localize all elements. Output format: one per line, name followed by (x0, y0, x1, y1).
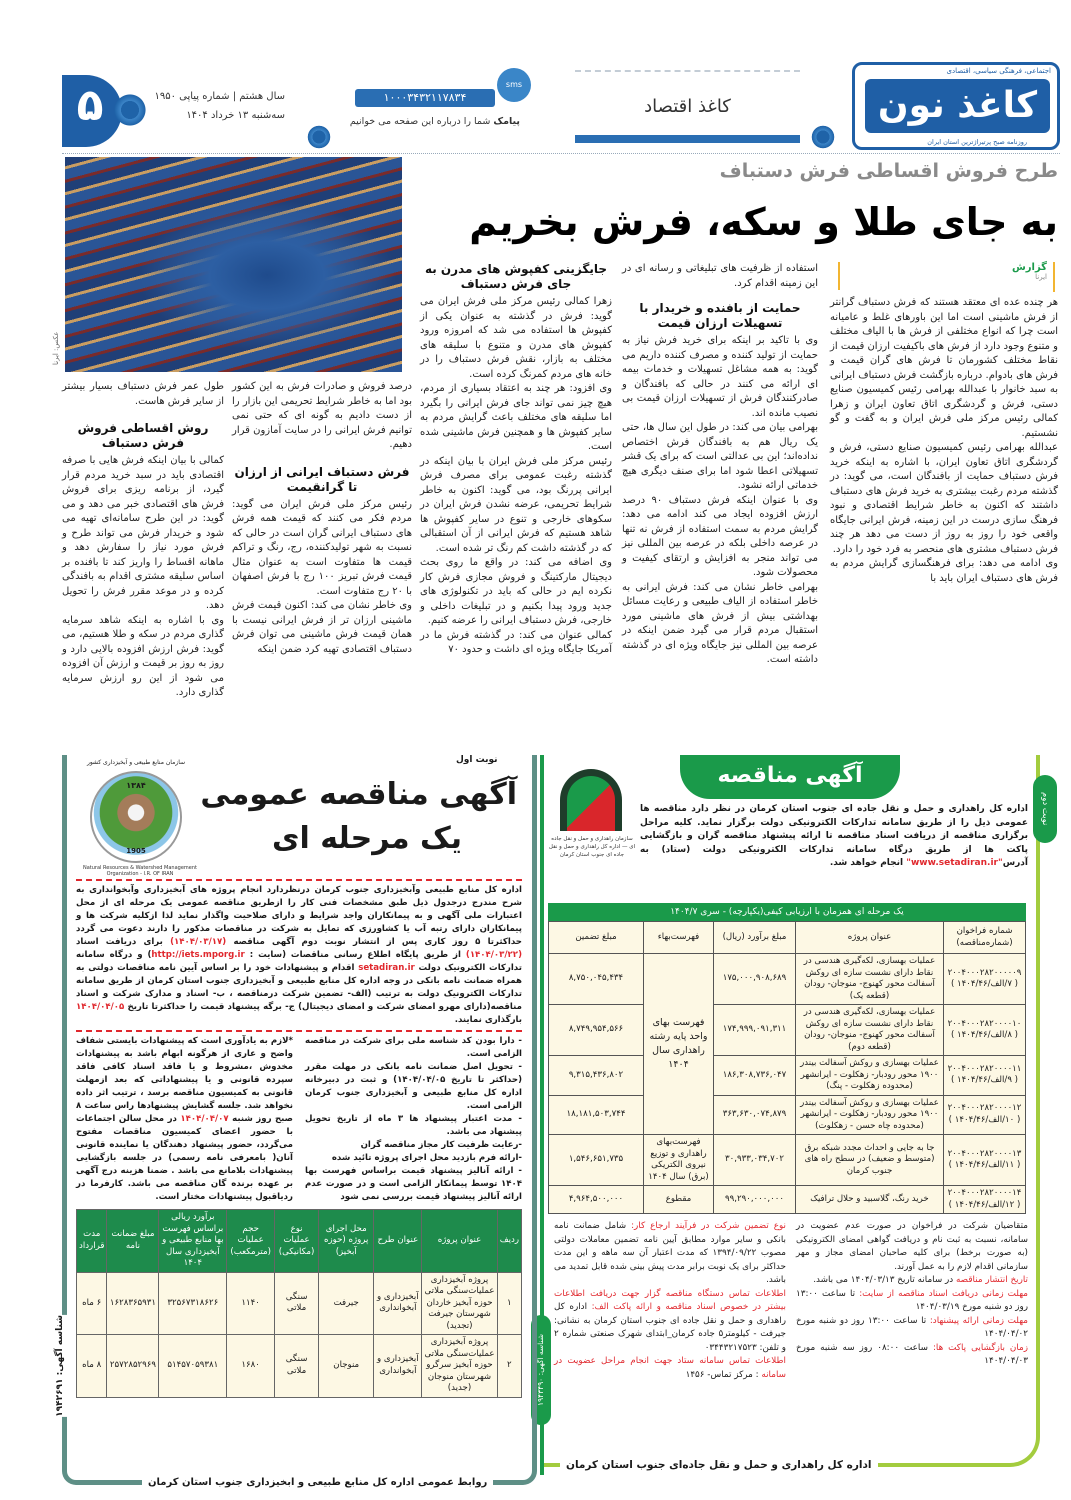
table-cell: جیرفت (319, 1272, 374, 1335)
page-number: ۵ (76, 80, 104, 131)
estimate: ۱۸۶,۳۰۸,۷۳۶,۰۴۷ (714, 1056, 796, 1096)
guarantee: ۴,۹۶۴,۵۰۰,۰۰۰ (549, 1186, 644, 1214)
table-cell: منوجان (319, 1335, 374, 1398)
tender-number: ۲۰۰۴۰۰۰۲۸۲۰۰۰۰۰۹ ( ۷/الف/۱۴۰۴/۴۶ ) (944, 954, 1026, 1005)
note: متقاضیان شرکت در فراخوان در صورت عدم عضویت در سامانه، نسبت به ثبت نام و دریافت گواهی امضای الکترونیکی (به صورت برخط) برای کلیه صاحبان امضای مجاز و مهر سازمانی اقدام لازم را به عمل آورند. (796, 1221, 1028, 1272)
road-org-logo (560, 769, 622, 831)
iets-link[interactable]: http://iets.mporg.ir (151, 950, 245, 960)
carpet-photo (65, 157, 402, 372)
tender-number: ۲۰۰۴۰۰۰۲۸۲۰۰۰۰۱۰ ( ۸/الف/۱۴۰۴/۴۶ ) (944, 1005, 1026, 1056)
remark: *لازم به یادآوری است که پیشنهادات بایستی شفاف واضح و عاری از هرگونه ابهام باشد به پیشنهادات مخدوش ،مشروط و یا فاقد اسناد کافی فاقد سپرده قانونی و یا پیشنهاداتی که بعد ازمهلت قانونی به کمیسیون مناقصه برسد ، ترتیب اثر داده نخواهد شد. جلسه گشایش پیشنهادها راس ساعت ۸ صبح روز شنبه ۱۴۰۴/۰۴/۰۷ در محل سالن اجتماعات با حضور اعضای کمیسیون مناقصات مفتوح می‌گردد، حضور پیشنهاد دهندگان یا نماینده قانونی آنان( بامعرفی نامه رسمی) در جلسه بازگشایی پیشنهادات بلامانع می باشد . ضمنا هزینه درج آگهی بر عهده برنده گان مناقصه می باشد. کارفرما در ردیاقبول پیشنهادات مختار است. (76, 1036, 293, 1202)
note: نوع تضمین شرکت در فرآیند ارجاع کار: شامل ضمانت نامه بانکی و سایر موارد مطابق آیین نامه تضمین معاملات دولتی مصوب ۱۳۹۴/۰۹/۲۲ که مدت اعتبار آن سه ماهه و این مدت حداکثر برای یک نوبت برابر مدت پیش بینی شده قابل تمدید می باشد. (554, 1221, 786, 1285)
news-source: ایرنا (1035, 273, 1047, 281)
header-cell: حجم عملیات (مترمکعب) (227, 1210, 275, 1273)
tender-number: ۲۰۰۴۰۰۰۲۸۲۰۰۰۰۱۱ ( ۹/الف/۱۴۰۴/۴۶ ) (944, 1056, 1026, 1096)
ad-intro: اداره کل منابع طبیعی وآبخیزداری جنوب کرمان درنظردارد انجام پروژه های آبخیزداری وآبخوانداری به شرح مندرج درجدول ذیل طبق مشخصات فنی کار را ازطریق مناقصه عمومی یک مرحله ای از محل اعتبارات ملی آگهی و به پیمانکاران واجد شرایط و دارای صلاحیت واگذار نماید لذا ازکلیه شرکت ها و پیمانکاران دارای رتبه آب یا کشاورزی که تمایل به شرکت در مناقصات مذکور را دارند دعوت می گردد حداکثرتا ۵ روز کاری پس از انتشار نوبت دوم آگهی مناقصه (۱۴۰۴/۰۳/۱۷) برای دریافت اسناد (۱۴۰۴/۰۳/۲۲) از طریق پایگاه اطلاع رسانی مناقصات (سایت : http://iets.mporg.ir) و درگاه سامانه تدارکات الکترونیک دولت setadiran.ir اقدام و پیشنهادات خود را بر اساس آیین نامه مناقصات دولتی به همراه ضمانت نامه بانکی در وجه اداره کل منابع طبیعی و آبخیزداری جنوب استان کرمان از طریق سامانه تدارکات الکترونیک دولت به ترتیب (الف- تضمین شرکت درمناقصه ، ب- اسناد و مدارک شرکت و اسناد مناقصه(دارای مهرو امضای شرکت و امضای دیجیتال) ج- برگه پیشنهاد قیمت را حداکثرتا تاریخ ۱۴۰۴/۰۴/۰۵ بارگذاری نمایند. (76, 885, 523, 1025)
logo-wordmark: کاغذ نون (865, 79, 1050, 133)
header-cell: عنوان پروژه (422, 1210, 497, 1273)
road-org-caption: سازمان راهداری و حمل و نقل جاده ای — اداره کل راهداری و حمل و نقل جاده ای جنوب استان کرمان (548, 836, 636, 858)
subheading: حمایت از بافنده و خریدار با تسهیلات ارزان قیمت (639, 301, 801, 330)
logo-year-en: 1905 (126, 847, 146, 855)
nrwmo-logo (90, 771, 182, 863)
table-cell: ۱۶۲۸۳۶۵۹۳۱ (107, 1272, 159, 1335)
header-divider (62, 153, 1060, 154)
logo-tagline-bottom: روزنامه صبح پرتیراژترین استان ایران (927, 138, 1027, 146)
table-cell: سنگی ملاتی (275, 1272, 319, 1335)
note: مهلت زمانی ارائه پیشنهاد: تا ساعت ۱۳:۰۰ روز دو شنبه مورخ ۱۴۰۴/۰۴/۰۲ (796, 1315, 1028, 1339)
header-cell: محل اجرای پروژه (حوزه آبخیز) (319, 1210, 374, 1273)
project-title: عملیات بهسازی و روکش آسفالت بیندر ۱۹۰۰ محور رودبار- زهکلوت - ایرانشهر (محدوده زهکلوت - پنگ) (796, 1056, 944, 1096)
intro-text: اداره کل راهداری و حمل و نقل جاده ای جنوب استان کرمان در نظر دارد مناقصه ها عمومی ذیل را از طریق سامانه تدارکات الکترونیکی دولت برگزار نماید. کلیه مراحل برگزاری مناقصه از دریافت اسناد مناقصه تا ارائه پیشنهاد مناقصه گران و بازگشایی پاکت ها از طریق درگاه سامانه تدارکات الکترونیکی دولت (ستاد) به آدرس (640, 804, 1028, 868)
photo-credit: عکس: ایرنا (52, 331, 60, 365)
paragraph: وی با عنوان اینکه فرش دستباف ۹۰ درصد ارزش افزوده ایجاد می کند ادامه می دهد: گرایش مردم به سمت استفاده از فرش نه تنها در عرصه داخلی بلکه در عرصه بین المللی نیز می تواند منجر به افزایش و ارتقای کیفیت و محصولات شود. (622, 494, 818, 578)
table-cell: ۵۱۴۵۷۰۵۹۳۸۱ (159, 1335, 227, 1398)
estimate: ۱۷۴,۹۹۹,۰۹۱,۳۱۱ (714, 1005, 796, 1056)
table-row (549, 1135, 1026, 1186)
note: اطلاعات تماس دستگاه مناقصه گزار جهت دریافت اطلاعات بیشتر در خصوص اسناد مناقصه و ارائه پاکت الف: اداره کل راهداری و حمل و نقل جاده ای جنوب استان کرمان به نشانی: جیرفت - کیلومتر۵ جاده کرمان_ابتدای شهرک صنعتی شماره ۲ و تلفن: ۰۳۴۴۳۲۱۷۵۲۳ (554, 1288, 786, 1353)
table-cell: ۲ (497, 1335, 521, 1398)
article-column-2 (622, 262, 818, 668)
table-cell: ۱۱۴۰ (227, 1272, 275, 1335)
condition: - دارا بودن کد شناسه ملی برای شرکت در مناقصه الزامی است. (305, 1036, 522, 1059)
logo-tagline-top: اجتماعی، فرهنگی سیاسی، اقتصادی (946, 67, 1051, 75)
paragraph: وی ادامه می دهد: برای فرهنگسازی گرایش مردم به فرش های دستباف ایران باید با (830, 558, 1058, 584)
ad-notes (554, 1220, 1028, 1382)
estimate: ۹۹,۲۹۰,۰۰۰,۰۰۰ (714, 1186, 796, 1214)
header-cell: نوع عملیات (مکانیکی) (275, 1210, 319, 1273)
subheading: جایگزینی کفپوش های مدرن به جای فرش دستباف (424, 262, 608, 291)
table-cell: ۸ ماه (77, 1335, 107, 1398)
ad-id-badge: شناسه آگهی: ۱۹۴۳۴۹۰ (531, 1315, 551, 1425)
table-row (549, 954, 1026, 1005)
paragraph: رئیس مرکز ملی فرش ایران با بیان اینکه در گذشته رغبت عمومی برای مصرف فرش ایرانی پررنگ بود، می گوید: اکنون به خاطر شرایط تحریمی، عرضه نشدن فرش ایران در سکوهای خارجی و تنوع در سایر کفپوش ها شاهد هستیم که فرش ایرانی از آن استقبالی که در گذشته داشت کم رنگ تر شده است. (420, 455, 612, 554)
price-list: فهرست‌بهای راهداری و توزیع نیروی الکتریکی (برق) سال ۱۴۰۴ (644, 1135, 714, 1186)
note: مهلت زمانی دریافت اسناد مناقصه از سایت: تا ساعت ۱۳:۰۰ روز دو شنبه مورخ ۱۴۰۴/۰۳/۱۹ (796, 1288, 1028, 1312)
header-dotted-rule (575, 70, 800, 72)
paragraph: استفاده از ظرفیت های تبلیغاتی و رسانه ای در این زمینه اقدام کرد. (622, 263, 818, 289)
paragraph: وی خاطر نشان می کند: اکنون قیمت فرش ماشینی ارزان تر از فرش ایرانی نیست با همان قیمت فرش ماشینی می توان فرش دستباف اقتصادی تهیه کرد ضمن اینکه (232, 600, 412, 655)
table-row (549, 1005, 1026, 1056)
condition: - تحویل اصل ضمانت نامه بانکی در مهلت مقرر (حداکثر تا تاریخ ۱۴۰۴/۰۴/۰۵) و ثبت در دبیرخانه اداره کل منابع طبیعی و آبخیزداری جنوب کرمان الزامی است. (305, 1062, 522, 1111)
table-row (549, 1186, 1026, 1214)
sms-icon-label: sms (505, 80, 523, 89)
note: اطلاعات تماس سامانه ستاد جهت انجام مراحل عضویت در سامانه : مرکز تماس- ۱۴۵۶ (554, 1356, 786, 1380)
table-header-row (77, 1210, 522, 1273)
guarantee: ۸,۷۵۰,۰۴۵,۴۳۴ (549, 954, 644, 1005)
round-badge: نوبت دوم (1033, 775, 1057, 843)
paragraph: وی افزود: هر چند به اعتقاد بسیاری از مردم، هیچ چیز نمی تواند جای فرش ایرانی را بگیرد اما سلیقه های مختلف باعث گرایش مردم به سایر کفپوش ها و همچنین فرش ماشینی شده است. (420, 383, 612, 452)
ad-title-line: یک مرحله ای (272, 821, 462, 856)
price-list: فهرست بهای واحد پایه رشته راهداری سال ۱۴۰۴ (644, 954, 714, 1135)
sms-number-box: ۱۰۰۰۳۴۳۲۱۱۷۸۳۴ (355, 89, 495, 107)
logo-text-en: Natural Resources & Watershed Management Organization - I.R. OF IRAN (83, 865, 197, 877)
article-label (945, 262, 1055, 292)
flower-ornament-icon (306, 124, 332, 150)
condition: - ارائه آنالیز پیشنهاد قیمت براساس فهرست بها ۱۴۰۴ توسط پیمانکار الزامی است و در صورت عدم ارائه آنالیز پیشنهاد قیمت بررسی نمی شود (305, 1166, 522, 1202)
condition: -رعایت ظرفیت کار مجاز مناقصه گران (360, 1140, 522, 1150)
table-cell: سنگی ملاتی (275, 1335, 319, 1398)
paragraph: وی با تاکید بر اینکه برای خرید فرش نیاز به حمایت از تولید کننده و مصرف کننده داریم می گوید: به همه مشاغل تسهیلات و خدمات بیمه ای ارائه می کنند در حالی که بافندگان و صادرکنندگان فرش از تسهیلات ارزان قیمت بی نصیب مانده اند. (622, 335, 818, 419)
table-cell: پروژه آبخیزداری عملیات‌سنگی ملاتی حوزه آبخیز سرگرو شهرستان منوجان (جدید) (422, 1335, 497, 1398)
table-row (549, 1095, 1026, 1135)
ad-id-label: شناسه آگهی: ۱۹۴۲۶۹۱ (55, 1315, 71, 1417)
tender-table (548, 903, 1026, 1214)
section-title-bar (575, 135, 800, 143)
logo-year-fa: ۱۳۸۴ (126, 781, 146, 790)
sms-bubble-icon (497, 68, 531, 102)
setad-link[interactable]: "www.setadiran.ir" (906, 858, 1003, 868)
table-header-row (549, 922, 1026, 954)
conditions-list (305, 1035, 522, 1204)
paragraph: درصد فروش و صادرات فرش به این کشور بود اما به خاطر شرایط تحریمی این بازار را از دست دادیم به گونه ای که حتی نمی توانیم فرش ایرانی را در سایت آمازون قرار دهیم. (232, 381, 412, 450)
tender-ad-natural-resources (55, 755, 537, 1497)
guarantee: ۹,۳۱۵,۴۳۶,۸۰۲ (549, 1056, 644, 1096)
article-column-1 (830, 296, 1058, 586)
ad-footer: روابط عمومی اداره کل منابع طبیعی و ابخیزداری جنوب استان کرمان (142, 1477, 493, 1488)
ad-footer: اداره کل راهداری و حمل و نقل جاده‌ای جنوب استان کرمان (560, 1459, 878, 1471)
sms-caption (350, 116, 520, 127)
article-headline: به جای طلا و سکه، فرش بخریم (469, 200, 1058, 244)
logo-text-fa: سازمان منابع طبیعی و آبخیزداری کشور (86, 759, 186, 766)
ad-title-tab: آگهی مناقصه (680, 755, 900, 799)
tender-ad-roads (536, 755, 1060, 1495)
project-title: خرید رنگ، گلاسبید و حلال ترافیک (796, 1186, 944, 1214)
estimate: ۳۰,۹۳۳,۰۳۴,۷۰۲ (714, 1135, 796, 1186)
sms-prefix: پیامک (493, 116, 520, 127)
table-row (77, 1335, 522, 1398)
project-title: عملیات بهسازی، لکه‌گیری هندسی در نقاط دارای نشست سازه ای روکش آسفالت محور کهنوج- منوجان- رودان (قطعه یک) (796, 954, 944, 1005)
paragraph: هر چنده عده ای معتقد هستند که فرش دستباف گرانتر از فرش ماشینی است اما این باورهای غلط و عامیانه است چرا که انواع مختلفی از فرش ها با الیاف مختلف و متنوع وجود دارد از فرش های باکیفیت ارزان قیمت از نقاط مختلف کشورمان تا فرش های گران قیمت و فرش های بادوام. درباره بازگشت فرش دستباف ایرانی به سبد خانوار با عبدالله بهرامی رئیس کمیسیون صنایع دستی، فرش و گردشگری اتاق تعاون ایران و زهرا کمالی رئیس مرکز ملی فرش ایران و به گفت و گو نشستیم. (830, 297, 1058, 439)
label-bracket (838, 262, 841, 290)
table-cell: آبخیزداری و آبخوانداری (374, 1272, 422, 1335)
intro-text: انجام خواهد شد. (829, 858, 907, 868)
table-cell: ۶ ماه (77, 1272, 107, 1335)
issue-number: سال هشتم | شماره پیاپی ۱۹۵۰ (154, 91, 285, 102)
price-list: مقطوع (644, 1186, 714, 1214)
header-cell: ردیف (497, 1210, 521, 1273)
header-cell: مبلغ تضمین (549, 922, 644, 954)
estimate: ۱۷۵,۰۰۰,۹۰۸,۶۸۹ (714, 954, 796, 1005)
table-row (77, 1272, 522, 1335)
flower-ornament-icon (810, 124, 836, 150)
conditions-row (76, 1032, 522, 1209)
round-label: نوبت اول (452, 755, 502, 765)
header-cell: شماره فراخوان (شماره‌مناقصه) (944, 922, 1026, 954)
paragraph: طول عمر فرش دستباف بسیار بیشتر از سایر فرش هاست. (62, 381, 224, 407)
project-title: عملیات بهسازی، لکه‌گیری هندسی در نقاط دارای نشست سازه ای روکش آسفالت محور کهنوج- منوجان- رودان (قطعه دوم) (796, 1005, 944, 1056)
condition: - مدت اعتبار پیشنهاد ها ۳ ماه از تاریخ تحویل پیشنهاد می باشد. (305, 1114, 522, 1137)
ad-notes-right (796, 1220, 1028, 1382)
section-title: کاغذ اقتصاد (644, 96, 731, 117)
subheading: فرش دستباف ایرانی از ارزان تا گرانقیمت (234, 464, 410, 494)
newspaper-logo[interactable] (852, 62, 1060, 150)
tender-table-grid (548, 921, 1026, 1214)
table-caption: یک مرحله ای همزمان با ارزیابی کیفی(یکپارچه) - سری ۱۴۰۴/۷ (548, 903, 1026, 921)
guarantee: ۸,۷۴۹,۹۵۴,۵۶۶ (549, 1005, 644, 1056)
note: تاریخ انتشار مناقصه در سامانه تاریخ ۱۴۰۴/۰۳/۱۳ می باشد. (813, 1275, 1028, 1285)
note: زمان بازگشایی پاکت ها: ساعت ۰۸:۰۰ روز سه شنبه مورخ ۱۴۰۴/۰۴/۰۳ (796, 1342, 1028, 1366)
subheading: روش اقساطی فروش فرش دستباف (77, 421, 209, 450)
project-title: جا به جایی و احداث مجدد شبکه برق (متوسط و ضعیف) در سطح راه های جنوب کرمان (796, 1135, 944, 1186)
tender-number: ۲۰۰۴۰۰۰۲۸۲۰۰۰۰۱۳ ( ۱۱/الف/۱۴۰۴/۴۶ ) (944, 1135, 1026, 1186)
sms-text: شما را درباره این صفحه می خوانیم (349, 116, 491, 127)
guarantee: ۱۸,۱۸۱,۵۰۳,۷۴۴ (549, 1095, 644, 1135)
table-cell: آبخیزداری و آبخوانداری (374, 1335, 422, 1398)
guarantee: ۱,۵۴۶,۶۵۱,۷۳۵ (549, 1135, 644, 1186)
paragraph: زهرا کمالی رئیس مرکز ملی فرش ایران می گوید: فرش در گذشته به عنوان یکی از کفپوش ها استفاده می شد که امروزه ورود کفپوش های مدرن و متنوع با سلیقه های مختلف به بازار، نقش فرش دستباف را در خانه های مردم کمرنگ کرده است. (420, 296, 612, 380)
paragraph: کمالی عنوان می کند: در گذشته فرش ما در آمریکا جایگاه ویژه ای داشت و حدود ۷۰ (420, 629, 612, 655)
article-kicker: طرح فروش اقساطی فرش دستباف (719, 160, 1058, 182)
setad-link[interactable]: setadiran.ir (358, 963, 415, 973)
paragraph: بهرامی بیان می کند: در طول این سال ها، حتی یک ریال هم به بافندگان فرش اختصاص نداده‌اند؛ این بی عدالتی است که برای یک قشر تسهیلاتی اعطا شود اما برای صنف دیگری هیچ خدماتی ارائه نشود. (622, 422, 818, 491)
paragraph: کمالی با بیان اینکه فرش هایی با صرفه اقتصادی باید در سبد خرید مردم قرار گیرد، از برنامه ریزی برای فروش فرش های اقتصادی خبر می دهد و می گوید: در این طرح سامانه‌ای تهیه می شود و خریدار فرش می تواند طرح و فرش مورد نیاز را سفارش دهد و ماهانه اقساط را واریز کند تا بافنده بر اساس سلیقه مشتری اقدام به بافندگی کرده و در موعد مقرر فرش را تحویل دهد. (62, 455, 224, 611)
header-cell: عنوان طرح (374, 1210, 422, 1273)
tender-number: ۲۰۰۴۰۰۰۲۸۲۰۰۰۰۱۲ ( ۱۰/الف/۱۴۰۴/۴۶ ) (944, 1095, 1026, 1135)
paragraph: بهرامی خاطر نشان می کند: فرش ایرانی به خاطر استفاده از الیاف طبیعی و رعایت مسائل بهداشتی بیش از فرش های ماشینی مورد استقبال مردم قرار می گیرد ضمن اینکه در عرصه بین المللی نیز جایگاه ویژه ای در گذشته داشته است. (622, 581, 818, 665)
estimate: ۳۶۳,۶۳۰,۰۷۴,۸۷۹ (714, 1095, 796, 1135)
header-cell: فهرست‌بهاء (644, 922, 714, 954)
project-title: عملیات بهسازی و روکش آسفالت بیندر ۱۹۰۰ محور رودبار- زهکلوت - ایرانشهر (محدوده چاه حسن - زهکلوت) (796, 1095, 944, 1135)
header-cell: مبلغ ضمانت نامه (107, 1210, 159, 1273)
paragraph: وی با اشاره به اینکه شاهد سرمایه گذاری مردم در سکه و طلا هستیم، می گوید: فرش ارزش افزوده بالایی دارد و روز به روز بر قیمت و ارزش آن افزوده می شود از این رو ارزش سرمایه گذاری دارد. (62, 614, 224, 698)
table-cell: ۲۵۷۲۸۵۲۹۶۹ (107, 1335, 159, 1398)
paragraph: عبدالله بهرامی رئیس کمیسیون صنایع دستی، فرش و گردشگری اتاق تعاون ایران، با اشاره به اینکه خرید فرش دستباف حمایت از بافندگان است، می گوید: در گذشته مردم رغبت بیشتری به خرید فرش های دستباف داشتند که اکنون به خاطر شرایط اقتصادی و نبود فرهنگ سازی درست در این زمینه، فرش ایرانی جایگاه واقعی خود را روز به روز از دست می دهد هر چند فرش دستباف مشتری های منحصر به فرد خود را دارد. (830, 442, 1058, 555)
ad-title-line: آگهی مناقصه عمومی (200, 777, 517, 812)
projects-table-grid (76, 1209, 522, 1398)
tender-number: ۲۰۰۴۰۰۰۲۸۲۰۰۰۰۱۴ ( ۱۲/الف/۱۴۰۴/۴۶ ) (944, 1186, 1026, 1214)
article-column-4 (232, 380, 412, 657)
ad-body (76, 879, 522, 1398)
ad-intro (640, 803, 1028, 871)
report-label: گزارش (1011, 262, 1047, 273)
paragraph: رئیس مرکز ملی فرش ایران می گوید: مردم فکر می کنند که قیمت همه فرش های دستباف ایرانی گران است در حالی که نسبت به شهر تولیدکننده، رج، رنگ و تراکم قیمت ها متفاوت است به عنوان مثال قیمت فرش تبریز ۱۰۰ رج با فرش اصفهان با ۲۰ رج متفاوت است. (232, 498, 412, 597)
table-cell: پروژه آبخیزداری عملیات‌سنگی ملاتی حوزه آبخیز خاردان شهرستان جیرفت (تجدید) (422, 1272, 497, 1335)
header-cell: مدت قرارداد (77, 1210, 107, 1273)
ad-title (200, 773, 517, 861)
article-column-3 (420, 258, 612, 658)
header-cell: مبلغ برآورد (ریال) (714, 922, 796, 954)
paragraph: وی اضافه می کند: در واقع ما روی بحث دیجیتال مارکتینگ و فروش مجازی فرش کار نکرده ایم در حالی که باید در تکنولوژی های جدید ورود پیدا بکنیم و در تبلیغات داخلی و خارجی، فرش دستباف ایرانی را عرضه کنیم. (420, 557, 612, 626)
issue-date: سه‌شنبه ۱۳ خرداد ۱۴۰۴ (186, 110, 285, 121)
table-cell: ۳۲۵۶۷۳۱۸۶۲۶ (159, 1272, 227, 1335)
article-column-5 (62, 380, 224, 701)
header-cell: برآورد ریالی براساس فهرست بها منابع طبیعی و آبخیزداری سال ۱۴۰۴ (159, 1210, 227, 1273)
condition: -ارائه فرم بازدید محل اجرای پروژه تائید شده (331, 1153, 522, 1163)
table-cell: ۱۶۸۰ (227, 1335, 275, 1398)
table-row (549, 1056, 1026, 1096)
table-cell: ۱ (497, 1272, 521, 1335)
ad-notes-left (554, 1220, 786, 1382)
header-cell: عنوان پروژه (796, 922, 944, 954)
